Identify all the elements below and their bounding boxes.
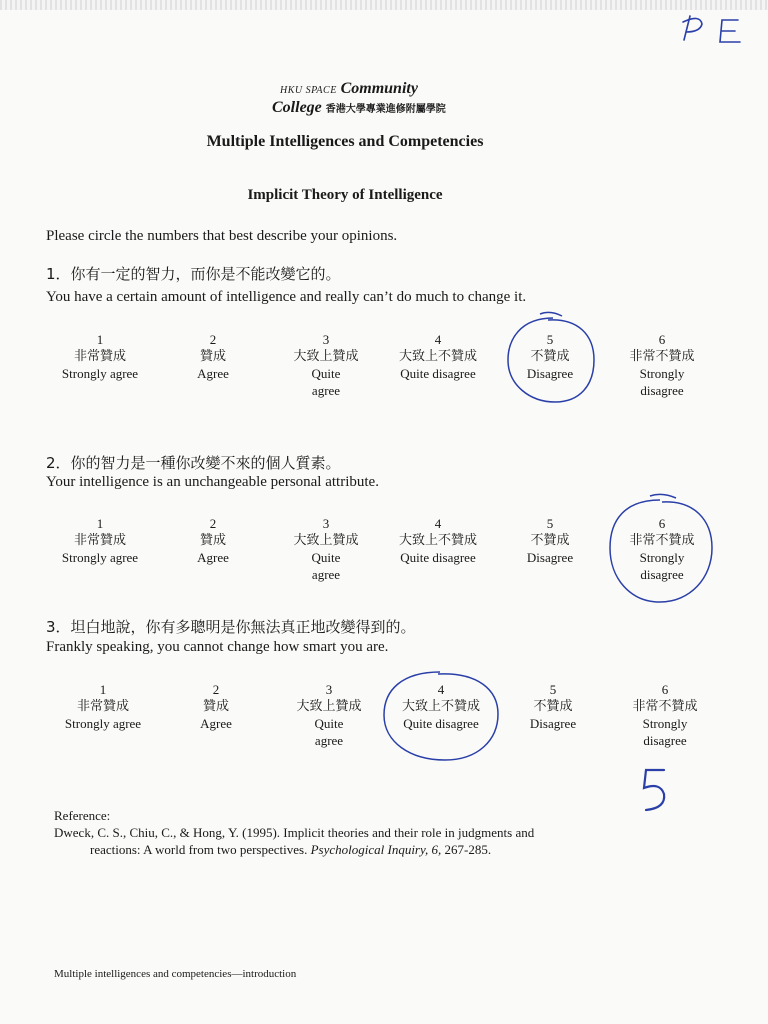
- option-number: 3: [322, 332, 330, 347]
- option-english-label: Strongly: [642, 716, 688, 731]
- option-number: 1: [96, 332, 104, 347]
- answer-circle-q2: [610, 494, 712, 602]
- reference-line-1: Dweck, C. S., Chiu, C., & Hong, Y. (1995). Implicit theories and their role in judgments and: [54, 825, 535, 840]
- option-english-label: Strongly: [639, 550, 685, 565]
- option-chinese-label: 贊成: [199, 533, 226, 548]
- option-chinese-label: 大致上贊成: [293, 533, 359, 548]
- option-chinese-label: 非常贊成: [73, 349, 126, 364]
- instruction-text: Please circle the numbers that best describe your opinions.: [46, 228, 398, 244]
- logo-chinese-text: 香港大學專業進修附屬學院: [325, 104, 446, 115]
- reference-line-2-text: reactions: A world from two perspectives.: [90, 842, 311, 857]
- option-chinese-label: 不贊成: [533, 699, 573, 714]
- option-english-label-2: disagree: [640, 383, 684, 398]
- option-number: 6: [658, 516, 666, 531]
- option-number: 5: [549, 682, 557, 697]
- question-3-chinese: 3．坦白地說，你有多聰明是你無法真正地改變得到的。: [46, 618, 416, 636]
- section-title: Implicit Theory of Intelligence: [247, 187, 443, 203]
- option-english-label: Quite disagree: [400, 550, 476, 565]
- option-chinese-label: 不贊成: [530, 349, 570, 364]
- option-english-label: Strongly agree: [64, 716, 142, 731]
- option-chinese-label: 非常贊成: [73, 533, 126, 548]
- option-english-label: Strongly agree: [61, 366, 139, 381]
- option-english-label: Agree: [200, 716, 232, 731]
- option-english-label-2: disagree: [640, 567, 684, 582]
- question-1-chinese: 1．你有一定的智力，而你是不能改變它的。: [46, 265, 341, 283]
- document-title: Multiple Intelligences and Competencies: [206, 133, 484, 150]
- option-chinese-label: 大致上贊成: [293, 349, 359, 364]
- option-number: 6: [661, 682, 669, 697]
- option-number: 4: [437, 682, 445, 697]
- option-number: 3: [325, 682, 333, 697]
- option-number: 3: [322, 516, 330, 531]
- answer-circle-q1: [508, 312, 594, 402]
- logo-college-text: College: [272, 99, 322, 116]
- page-footer: Multiple intelligences and competencies—introduction: [54, 968, 297, 980]
- score-mark: [644, 770, 664, 810]
- option-number: 2: [212, 682, 220, 697]
- answer-circle-q3: [384, 672, 498, 760]
- logo-community-text: Community: [340, 80, 418, 97]
- option-chinese-label: 不贊成: [530, 533, 570, 548]
- question-1-english: You have a certain amount of intelligence and really can’t do much to change it.: [46, 289, 527, 305]
- option-chinese-label: 大致上贊成: [296, 699, 362, 714]
- option-number: 4: [434, 332, 442, 347]
- option-english-label: Quite: [311, 366, 341, 381]
- option-chinese-label: 大致上不贊成: [401, 699, 480, 714]
- option-number: 4: [434, 516, 442, 531]
- option-chinese-label: 贊成: [199, 349, 226, 364]
- option-number: 1: [99, 682, 107, 697]
- option-english-label-2: agree: [311, 567, 341, 582]
- question-2-chinese: 2．你的智力是一種你改變不來的個人質素。: [46, 454, 341, 472]
- option-english-label: Disagree: [526, 366, 574, 381]
- option-chinese-label: 非常不贊成: [629, 533, 695, 548]
- reference-heading: Reference:: [54, 808, 111, 823]
- option-number: 5: [546, 332, 554, 347]
- option-number: 1: [96, 516, 104, 531]
- option-english-label: Quite: [311, 550, 341, 565]
- option-chinese-label: 大致上不贊成: [398, 349, 477, 364]
- logo-small-text: HKU SPACE: [280, 85, 337, 96]
- option-english-label: Disagree: [526, 550, 574, 565]
- option-english-label-2: agree: [311, 383, 341, 398]
- option-chinese-label: 贊成: [202, 699, 229, 714]
- option-chinese-label: 非常贊成: [76, 699, 129, 714]
- option-english-label: Quite disagree: [403, 716, 479, 731]
- option-chinese-label: 非常不贊成: [632, 699, 698, 714]
- option-english-label: Quite: [314, 716, 344, 731]
- option-english-label: Strongly agree: [61, 550, 139, 565]
- option-english-label: Quite disagree: [400, 366, 476, 381]
- option-english-label: Strongly: [639, 366, 685, 381]
- option-english-label: Agree: [197, 366, 229, 381]
- question-3-english: Frankly speaking, you cannot change how smart you are.: [46, 639, 389, 655]
- option-number: 2: [209, 332, 217, 347]
- option-english-label: Disagree: [529, 716, 577, 731]
- question-2-english: Your intelligence is an unchangeable personal attribute.: [46, 474, 379, 490]
- corner-initials-mark: [683, 16, 740, 42]
- option-number: 6: [658, 332, 666, 347]
- option-english-label: Agree: [197, 550, 229, 565]
- option-english-label-2: disagree: [643, 733, 687, 748]
- reference-pages: 267-285.: [441, 842, 492, 857]
- option-english-label-2: agree: [314, 733, 344, 748]
- option-chinese-label: 大致上不贊成: [398, 533, 477, 548]
- option-chinese-label: 非常不贊成: [629, 349, 695, 364]
- reference-journal: Psychological Inquiry, 6,: [310, 842, 442, 857]
- option-number: 5: [546, 516, 554, 531]
- option-number: 2: [209, 516, 217, 531]
